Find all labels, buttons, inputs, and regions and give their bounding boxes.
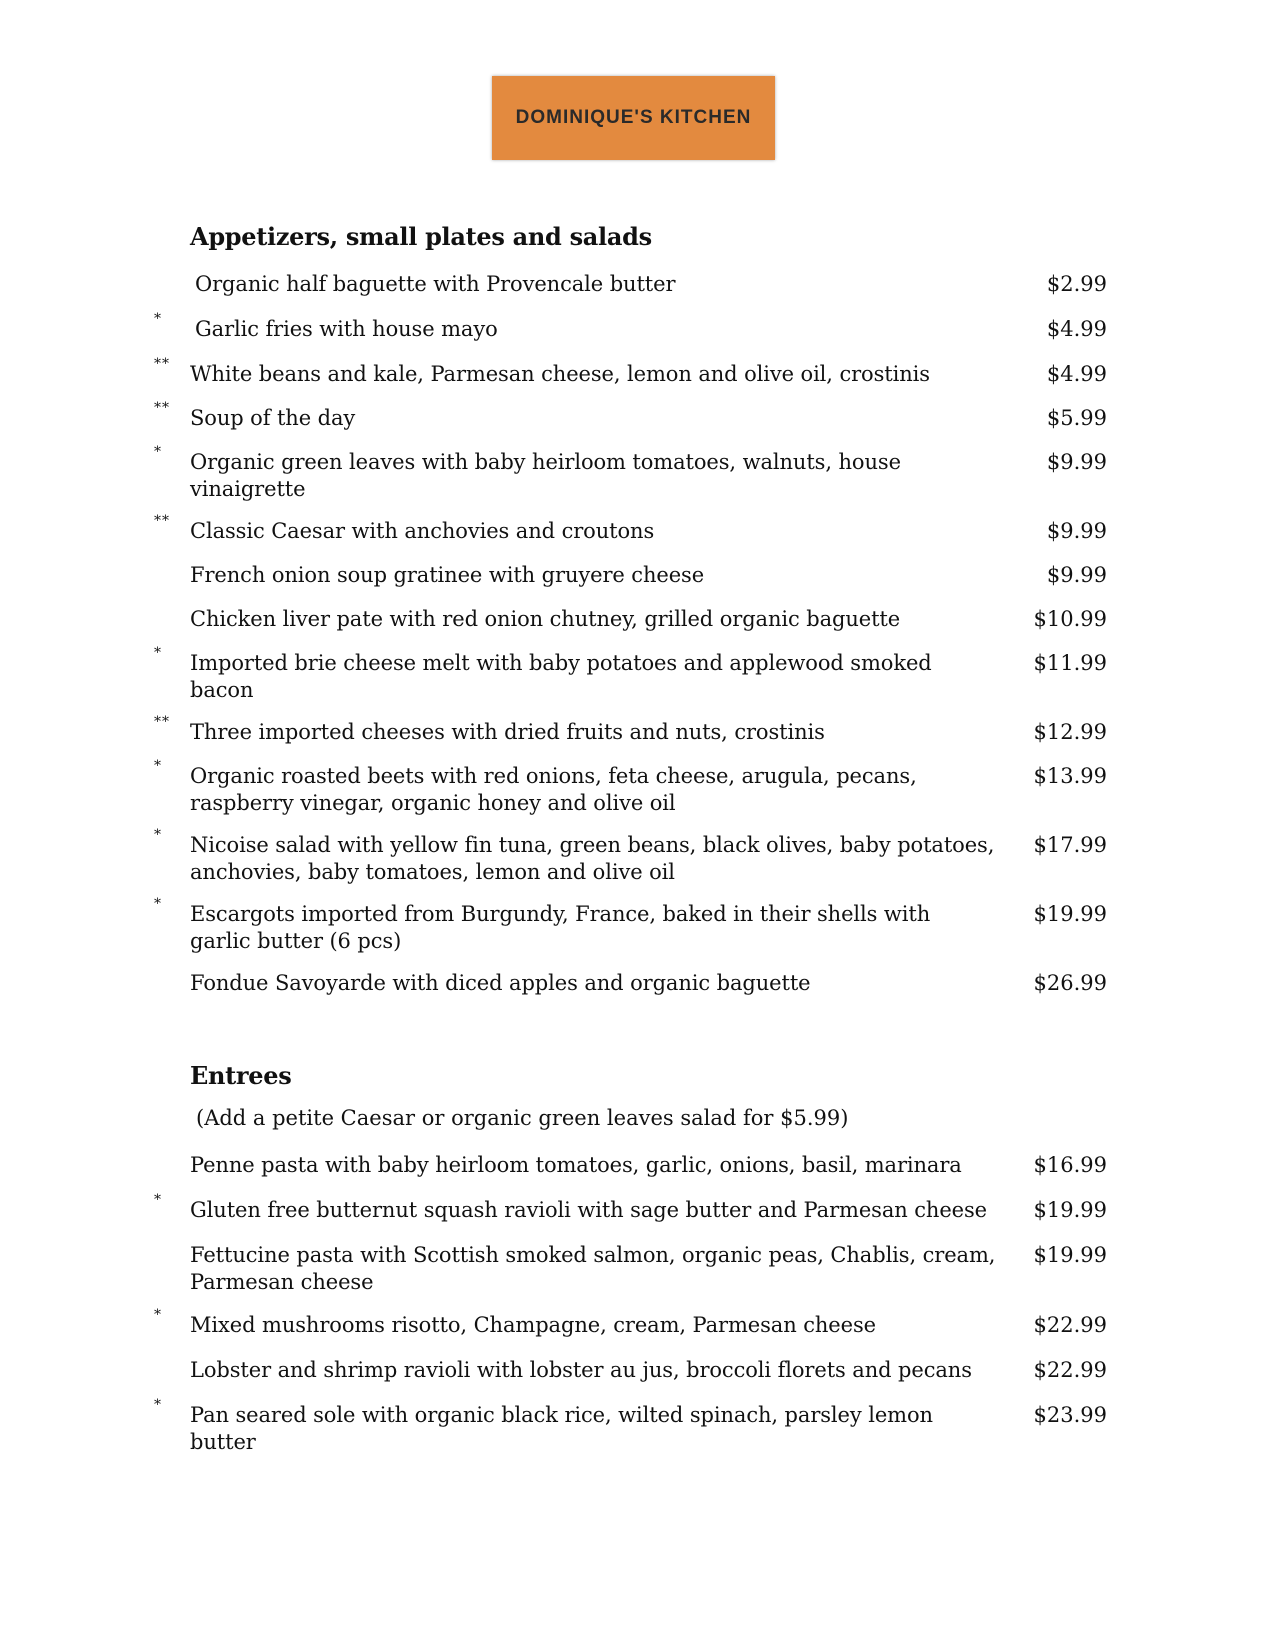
menu-item-name: Penne pasta with baby heirloom tomatoes, garlic, onions, basil, marinara <box>190 1153 962 1177</box>
menu-item-price: $9.99 <box>1046 450 1107 474</box>
menu-item-name: Lobster and shrimp ravioli with lobster au jus, broccoli florets and pecans <box>190 1358 972 1382</box>
menu-item-price: $19.99 <box>1033 1198 1107 1222</box>
menu-item-name: White beans and kale, Parmesan cheese, lemon and olive oil, crostinis <box>190 362 930 386</box>
dietary-mark: * <box>154 896 162 912</box>
menu-item-name: Garlic fries with house mayo <box>195 317 498 341</box>
menu-item-price: $4.99 <box>1046 317 1107 341</box>
restaurant-logo <box>492 76 775 160</box>
menu-item-name: Fondue Savoyarde with diced apples and organic baguette <box>190 971 811 995</box>
dietary-mark: * <box>154 1192 162 1208</box>
menu-item-name: Gluten free butternut squash ravioli with sage butter and Parmesan cheese <box>190 1198 987 1222</box>
dietary-mark: * <box>154 758 162 774</box>
menu-item-name: Imported brie cheese melt with baby potatoes and applewood smoked bacon <box>190 651 932 702</box>
dietary-mark: ** <box>154 400 170 416</box>
menu-item-name: Pan seared sole with organic black rice, wilted spinach, parsley lemon butter <box>190 1403 933 1454</box>
menu-item-name: Soup of the day <box>190 406 356 430</box>
menu-item-price: $5.99 <box>1046 406 1107 430</box>
dietary-mark: * <box>154 1397 162 1413</box>
menu-item-name: Organic half baguette with Provencale butter <box>195 272 676 296</box>
menu-item-price: $13.99 <box>1033 764 1107 788</box>
dietary-mark: ** <box>154 513 170 529</box>
restaurant-name: DOMINIQUE'S KITCHEN <box>515 107 752 128</box>
menu-item-price: $12.99 <box>1033 720 1107 744</box>
menu-item-name: Nicoise salad with yellow fin tuna, green beans, black olives, baby potatoes, anchovies, baby tomatoes, lemon and olive oil <box>190 833 995 884</box>
dietary-mark: * <box>154 645 162 661</box>
menu-item-name: French onion soup gratinee with gruyere cheese <box>190 563 705 587</box>
menu-item-name: Escargots imported from Burgundy, France, baked in their shells with garlic butter (6 pcs) <box>190 902 931 953</box>
menu-item-price: $11.99 <box>1033 651 1107 675</box>
menu-item-name: Mixed mushrooms risotto, Champagne, cream, Parmesan cheese <box>190 1313 876 1337</box>
dietary-mark: ** <box>154 356 170 372</box>
menu-item-price: $9.99 <box>1046 519 1107 543</box>
menu-item-price: $9.99 <box>1046 563 1107 587</box>
menu-item-price: $22.99 <box>1033 1313 1107 1337</box>
menu-item-price: $10.99 <box>1033 607 1107 631</box>
entrees-heading: Entrees <box>190 1061 292 1090</box>
menu-item-name: Fettucine pasta with Scottish smoked salmon, organic peas, Chablis, cream, Parmesan cheese <box>190 1243 996 1294</box>
menu-item-price: $19.99 <box>1033 902 1107 926</box>
menu-item-name: Organic roasted beets with red onions, feta cheese, arugula, pecans, raspberry vinegar, organic honey and olive oil <box>190 764 917 815</box>
dietary-mark: * <box>154 444 162 460</box>
dietary-mark: ** <box>154 714 170 730</box>
menu-item-price: $26.99 <box>1033 971 1107 995</box>
entrees-note: (Add a petite Caesar or organic green leaves salad for $5.99) <box>196 1106 849 1130</box>
dietary-mark: * <box>154 827 162 843</box>
dietary-mark: * <box>154 311 162 327</box>
dietary-mark: * <box>154 1307 162 1323</box>
menu-item-price: $4.99 <box>1046 362 1107 386</box>
menu-item-price: $23.99 <box>1033 1403 1107 1427</box>
menu-item-name: Organic green leaves with baby heirloom tomatoes, walnuts, house vinaigrette <box>190 450 901 501</box>
menu-item-price: $17.99 <box>1033 833 1107 857</box>
menu-item-price: $2.99 <box>1046 272 1107 296</box>
menu-item-price: $19.99 <box>1033 1243 1107 1267</box>
menu-item-name: Three imported cheeses with dried fruits and nuts, crostinis <box>190 720 825 744</box>
menu-item-price: $16.99 <box>1033 1153 1107 1177</box>
menu-item-price: $22.99 <box>1033 1358 1107 1382</box>
appetizers-heading: Appetizers, small plates and salads <box>190 222 652 251</box>
menu-item-name: Chicken liver pate with red onion chutney, grilled organic baguette <box>190 607 901 631</box>
menu-item-name: Classic Caesar with anchovies and croutons <box>190 519 655 543</box>
